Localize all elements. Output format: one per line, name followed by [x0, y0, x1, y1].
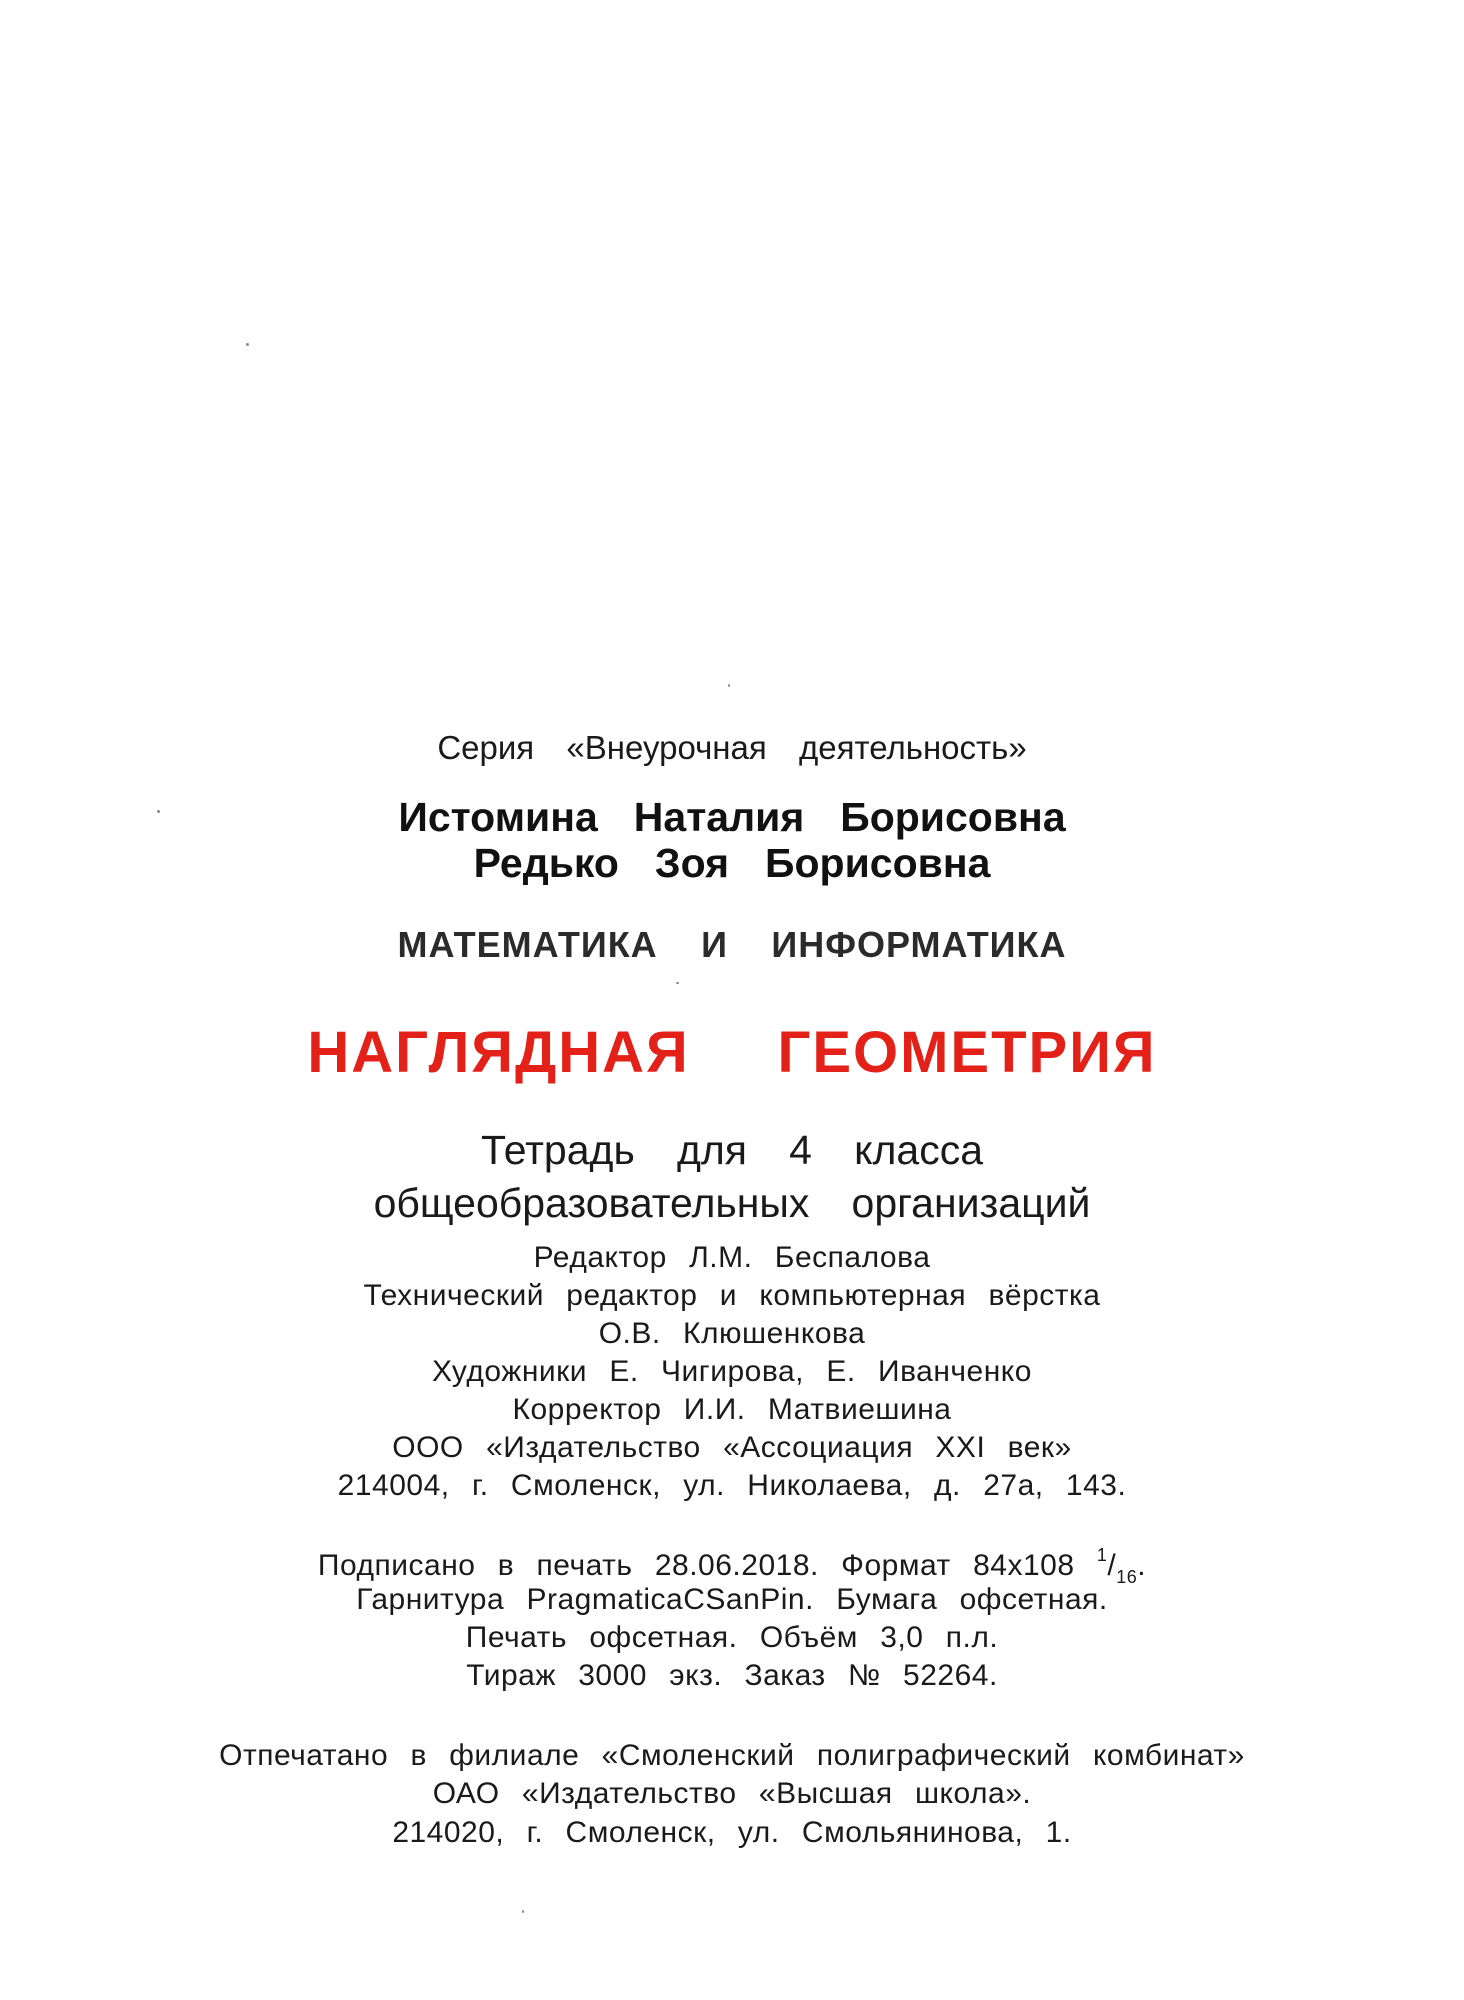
dust-speck [246, 343, 249, 346]
dust-speck [522, 1910, 524, 1913]
subject-heading: МАТЕМАТИКА И ИНФОРМАТИКА [397, 924, 1067, 965]
publisher-address: 214004, г. Смоленск, ул. Николаева, д. 27а, 143. [337, 1469, 1127, 1502]
signed-period: . [1137, 1549, 1147, 1582]
format-numerator: 1 [1096, 1545, 1108, 1565]
credit-tech-editor-name: О.В. Клюшенкова [598, 1317, 866, 1350]
dust-speck [676, 982, 679, 984]
signed-for-print [0, 1546, 1464, 1586]
author-2: Редько Зоя Борисовна [473, 840, 991, 886]
credit-editor: Редактор Л.М. Беспалова [533, 1241, 931, 1274]
book-title: НАГЛЯДНАЯ ГЕОМЕТРИЯ [307, 1020, 1157, 1085]
format-denominator: 16 [1116, 1567, 1138, 1587]
credit-proofreader: Корректор И.И. Матвиешина [512, 1393, 952, 1426]
author-1: Истомина Наталия Борисовна [398, 794, 1066, 840]
format-slash: / [1107, 1549, 1117, 1582]
subtitle-line-2: общеобразовательных организаций [373, 1180, 1091, 1226]
printer-line-2: ОАО «Издательство «Высшая школа». [432, 1777, 1032, 1810]
series-line: Серия «Внеурочная деятельность» [437, 729, 1027, 766]
print-run: Тираж 3000 экз. Заказ № 52264. [466, 1659, 998, 1692]
subtitle-line-1: Тетрадь для 4 класса [480, 1127, 984, 1173]
signed-text: Подписано в печать 28.06.2018. Формат 84x108 [317, 1549, 1075, 1582]
dust-speck [728, 684, 730, 687]
publisher-name: ООО «Издательство «Ассоциация XXI век» [392, 1431, 1072, 1464]
credit-artists: Художники Е. Чигирова, Е. Иванченко [432, 1355, 1032, 1388]
typeface-paper: Гарнитура PragmaticaCSanPin. Бумага офсетная. [356, 1583, 1108, 1616]
printer-line-3: 214020, г. Смоленск, ул. Смольянинова, 1. [392, 1816, 1072, 1849]
dust-speck [157, 810, 160, 813]
print-volume: Печать офсетная. Объём 3,0 п.л. [465, 1621, 999, 1654]
printer-line-1: Отпечатано в филиале «Смоленский полиграфический комбинат» [219, 1739, 1245, 1772]
credit-tech-editor: Технический редактор и компьютерная вёрстка [363, 1279, 1101, 1312]
